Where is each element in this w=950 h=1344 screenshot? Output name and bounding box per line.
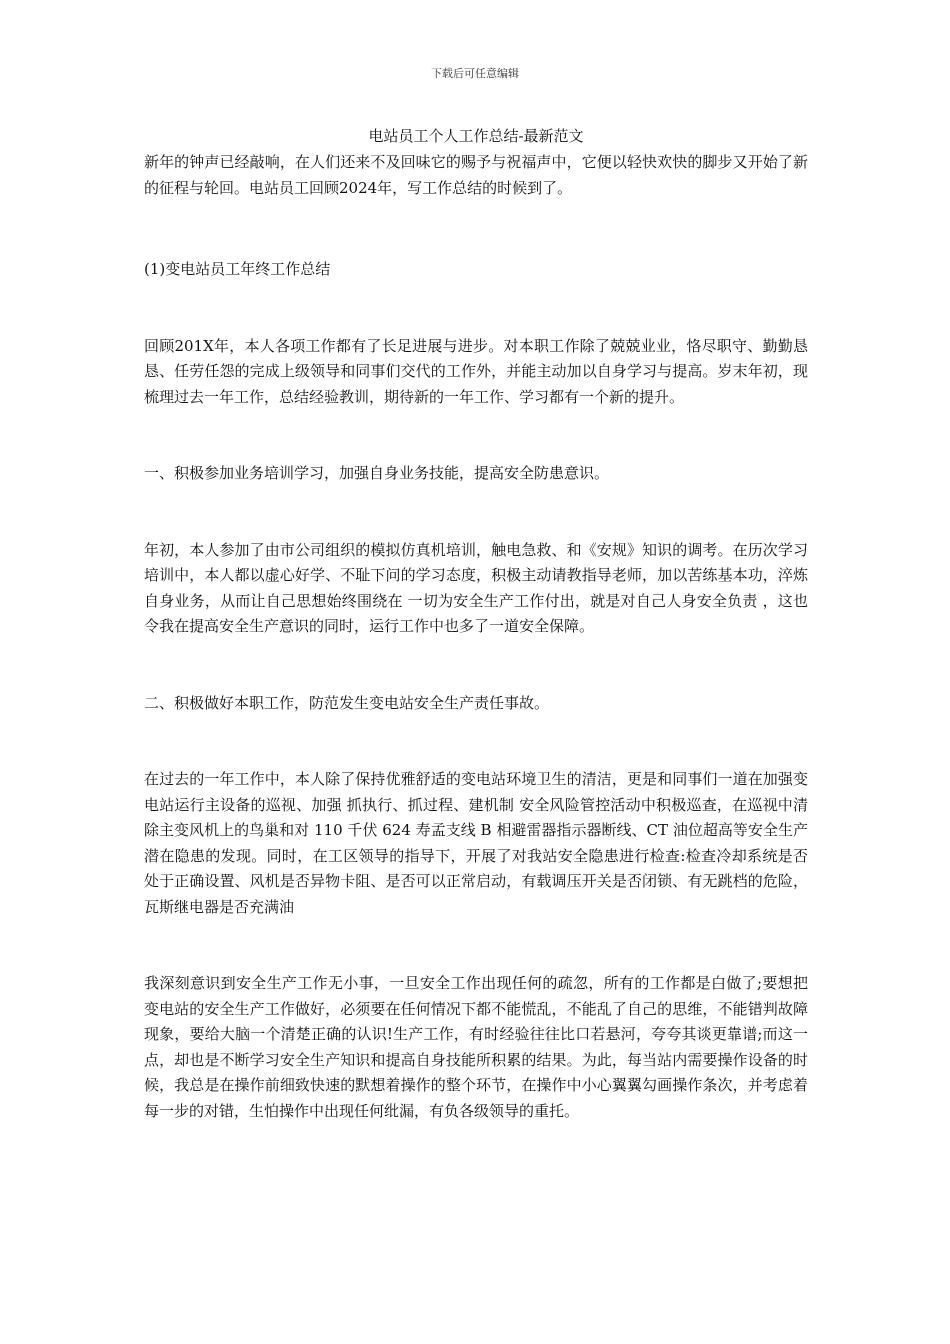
section-heading-duty: 二、积极做好本职工作，防范发生变电站安全生产责任事故。 — [144, 693, 550, 712]
page-header-note: 下载后可任意编辑 — [431, 67, 519, 80]
document-title: 电站员工个人工作总结-最新范文 — [368, 127, 584, 145]
safety-paragraph: 我深刻意识到安全生产工作无小事，一旦安全工作出现任何的疏忽，所有的工作都是白做了;要想把变电站的安全生产工作做好，必须要在任何情况下都不能慌乱，不能乱了自己的思维，不能错判故障现象，要给大脑一个清楚正确的认识!生产工作，有时经验往往比口若悬河，夸夸其谈更靠谱;而这一点，却也是不断学习安全生产知识和提高自身技能所积累的结果。为此，每当站内需要操作设备的时候，我总是在操作前细致快速的默想着操作的整个环节，在操作中小心翼翼勾画操作条次，并考虑着每一步的对错，生怕操作中出现任何纰漏，有负各级领导的重托。 — [144, 974, 808, 1120]
training-paragraph: 年初，本人参加了由市公司组织的模拟仿真机培训，触电急救、和《安规》知识的调考。在历次学习培训中，本人都以虚心好学、不耻下问的学习态度，积极主动请教指导老师，加以苦练基本功，淬炼自身业务，从而让自己思想始终围绕在 一切为安全生产工作付出，就是对自己人身安全负责 ，这也令我在提高安全生产意识的同时，运行工作中也多了一道安全保障。 — [144, 540, 808, 635]
intro-paragraph: 新年的钟声已经敲响，在人们还来不及回味它的赐予与祝福声中，它便以轻快欢快的脚步又开始了新的征程与轮回。电站员工回顾2024年，写工作总结的时候到了。 — [144, 153, 808, 197]
section-heading-training: 一、积极参加业务培训学习，加强自身业务技能，提高安全防患意识。 — [144, 464, 610, 482]
duty-paragraph: 在过去的一年工作中，本人除了保持优雅舒适的变电站环境卫生的清洁，更是和同事们一道在加强变电站运行主设备的巡视、加强 抓执行、抓过程、建机制 安全风险管控活动中积极巡查，在巡视中清除主变风机上的鸟巢和对 110 千伏 624 寿孟支线 B 相避雷器指示器断线、CT 油位超高等安全生产潜在隐患的发现。同时，在工区领导的指导下，开展了对我站安全隐患进行检查:检查冷却系统是否处于正确设置、风机是否异物卡阻、是否可以正常启动，有载调压开关是否闭锁、有无跳档的危险，瓦斯继电器是否充满油 — [144, 770, 808, 916]
review-paragraph: 回顾201X年，本人各项工作都有了长足进展与进步。对本职工作除了兢兢业业，恪尽职守、勤勤恳恳、任劳任怨的完成上级领导和同事们交代的工作外，并能主动加以自身学习与提高。岁末年初，现梳理过去一年工作，总结经验教训，期待新的一年工作、学习都有一个新的提升。 — [144, 336, 808, 406]
section-heading-1: (1)变电站员工年终工作总结 — [144, 260, 331, 278]
document-body — [144, 125, 808, 1124]
